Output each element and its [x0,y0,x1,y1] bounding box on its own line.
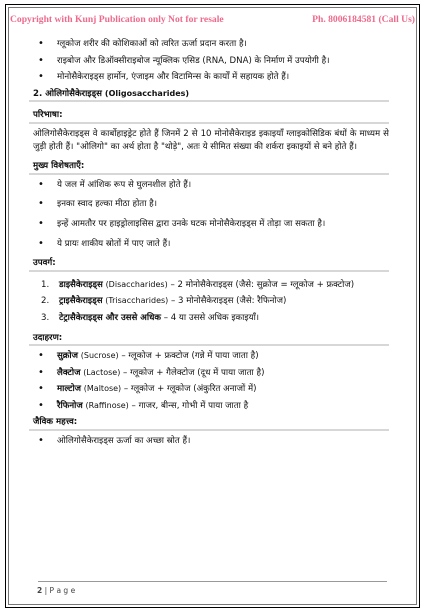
page-header [10,14,415,28]
page-label: P a g e [49,586,76,595]
list-item: • ये प्रायः शाकीय स्रोतों में पाए जाते हैं। [29,238,389,251]
list-item: • राइबोज और डिऑक्सीराइबोज न्यूक्लिक एसिड (RNA, DNA) के निर्माण में उपयोगी है। [29,55,389,68]
copyright-notice: Copyright with Kunj Publication only Not for resale [10,14,224,25]
examples-heading: उदाहरण: [29,332,389,347]
list-item: • माल्टोज (Maltose) – ग्लूकोज + ग्लूकोज (अंकुरित अनाजों में) [29,383,389,396]
list-item: • लैक्टोज (Lactose) – ग्लूकोज + गैलेक्टोज (दूध में पाया जाता है) [29,367,389,380]
subtypes-heading: उपवर्ग: [29,257,389,272]
subtypes-list [29,279,389,325]
features-list [29,179,389,250]
list-item: • ग्लूकोज शरीर की कोशिकाओं को त्वरित ऊर्जा प्रदान करता है। [29,38,389,51]
list-item: 2. ट्राइसैकेराइड्स (Trisaccharides) – 3 मोनोसैकेराइड्स (जैसे: रैफिनोज) [41,296,287,307]
importance-list [29,435,389,448]
page-number: 2 [37,586,43,595]
features-heading: मुख्य विशेषताएँ: [29,160,389,175]
section-title-hindi: 2. ओलिगोसैकेराइड्स [33,88,102,99]
phone-number: Ph. 8006184581 (Call Us) [312,14,415,25]
section-title [29,88,389,103]
importance-heading: जैविक महत्त्व: [29,416,389,431]
examples-list [29,350,389,412]
list-item: • मोनोसैकेराइड्स हार्मोन, एंजाइम और विटामिन्स के कार्यों में सहायक होते हैं। [29,71,389,84]
definition-heading: परिभाषा: [29,109,389,124]
list-item: • इनका स्वाद हल्का मीठा होता है। [29,198,389,211]
list-item: • सुक्रोज (Sucrose) – ग्लूकोज + फ्रक्टोज (गन्ने में पाया जाता है) [29,350,389,363]
section-title-latin: (Oligosaccharides) [104,88,190,98]
list-item: 3. टेट्रासैकेराइड्स और उससे अधिक – 4 या उससे अधिक इकाइयाँ। [41,312,260,323]
list-item: • इन्हें आमतौर पर हाइड्रोलाइसिस द्वारा उनके घटक मोनोसैकेराइड्स में तोड़ा जा सकता है। [29,218,389,231]
footer-divider [38,581,387,582]
list-item: 1. डाइसैकेराइड्स (Disaccharides) – 2 मोनोसैकेराइड्स (जैसे: सुक्रोज = ग्लूकोज + फ्रक्टोज) [41,279,355,290]
list-item: • ये जल में आंशिक रूप से घुलनशील होते हैं। [29,179,389,192]
definition-paragraph: ओलिगोसैकेराइड्स वे कार्बोहाइड्रेट होते हैं जिनमें 2 से 10 मोनोसैकेराइड इकाइयाँ ग्लाइकोसिडिक बंधों के माध्यम से जुड़ी होती हैं। "ओलिगो" का अर्थ होता है "थोड़े", अतः ये सीमित संख्या की शर्करा इकाइयों से बने होते हैं। [33,128,389,152]
list-item: • ओलिगोसैकेराइड्स ऊर्जा का अच्छा स्रोत हैं। [29,435,389,448]
document-body [29,38,389,448]
page-footer: 2 | P a g e [37,586,76,595]
list-item: • रैफिनोज (Raffinose) – गाजर, बीन्स, गोभी में पाया जाता है [29,400,389,413]
intro-bullet-list [29,38,389,84]
